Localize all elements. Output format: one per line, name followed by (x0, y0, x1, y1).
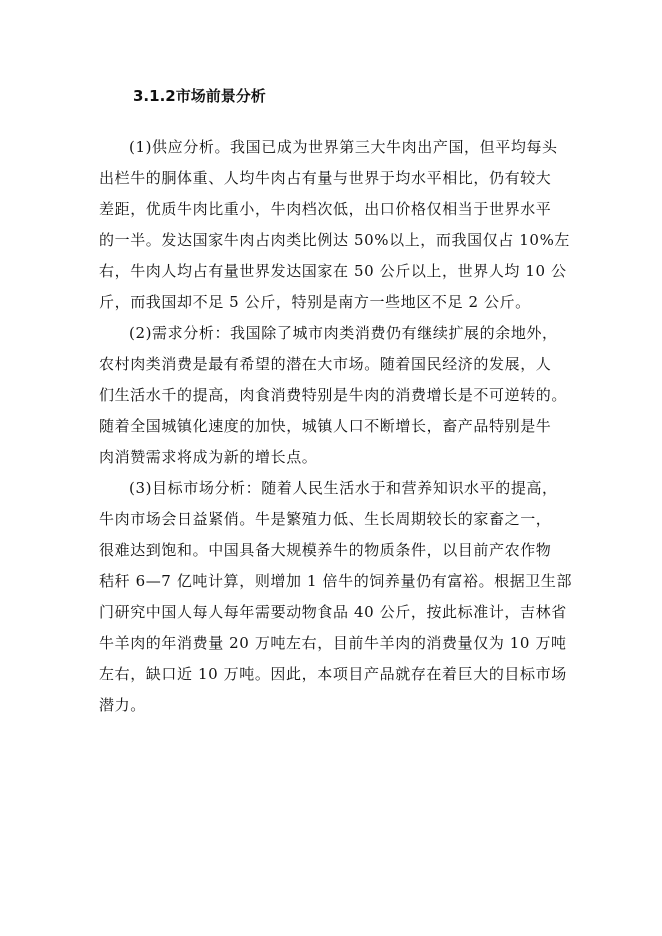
paragraph-target-market-analysis (99, 473, 579, 721)
text-line: 出栏牛的胴体重、人均牛肉占有量与世界于均水平相比，仍有较大 (99, 169, 552, 187)
text-line: 随着全国城镇化速度的加快，城镇人口不断增长，畜产品特别是牛 (99, 417, 552, 435)
text-line: 的一半。发达国家牛肉占肉类比例达 50%以上，而我国仅占 10%左 (99, 231, 571, 249)
text-line: 差距，优质牛肉比重小，牛肉档次低，出口价格仅相当于世界水平 (99, 200, 552, 218)
text-line: 牛肉市场会日益紧俏。牛是繁殖力低、生长周期较长的家畜之一， (99, 510, 552, 528)
text-line: 牛羊肉的年消费量 20 万吨左右，目前牛羊肉的消费量仅为 10 万吨 (99, 634, 567, 652)
text-line: 们生活水千的提高，肉食消费特别是牛肉的消费增长是不可逆转的。 (99, 386, 568, 404)
text-line: 很难达到饱和。中国具备大规模养牛的物质条件，以目前产农作物 (99, 541, 552, 559)
paragraph-demand-analysis (99, 318, 579, 473)
text-line: 潜力。 (99, 696, 146, 714)
text-line: 右，牛肉人均占有量世界发达国家在 50 公斤以上，世界人均 10 公 (99, 262, 567, 280)
text-line: (2)需求分析：我国除了城市肉类消费仍有继续扩展的余地外， (129, 324, 558, 342)
text-line: 农村肉类消费是最有希望的潜在大市场。随着国民经济的发展，人 (99, 355, 552, 373)
text-line: 门研究中国人每人每年需要动物食品 40 公斤，按此标准计，吉林省 (99, 603, 567, 621)
paragraph-supply-analysis (99, 132, 579, 318)
text-line: 肉消赞需求将成为新的增长点。 (99, 448, 318, 466)
text-line: (1)供应分析。我国已成为世界第三大牛肉出产国，但平均每头 (129, 138, 558, 156)
section-heading: 3.1.2市场前景分析 (133, 87, 266, 105)
text-line: 左右，缺口近 10 万吨。因此，本项目产品就存在着巨大的目标市场 (99, 665, 567, 683)
text-line: 秸秆 6—7 亿吨计算，则增加 1 倍牛的饲养量仍有富裕。根据卫生部 (99, 572, 573, 590)
text-line: 斤，而我国却不足 5 公斤，特别是南方一些地区不足 2 公斤。 (99, 293, 531, 311)
text-line: (3)目标市场分析：随着人民生活水于和营养知识水平的提高， (129, 479, 558, 497)
